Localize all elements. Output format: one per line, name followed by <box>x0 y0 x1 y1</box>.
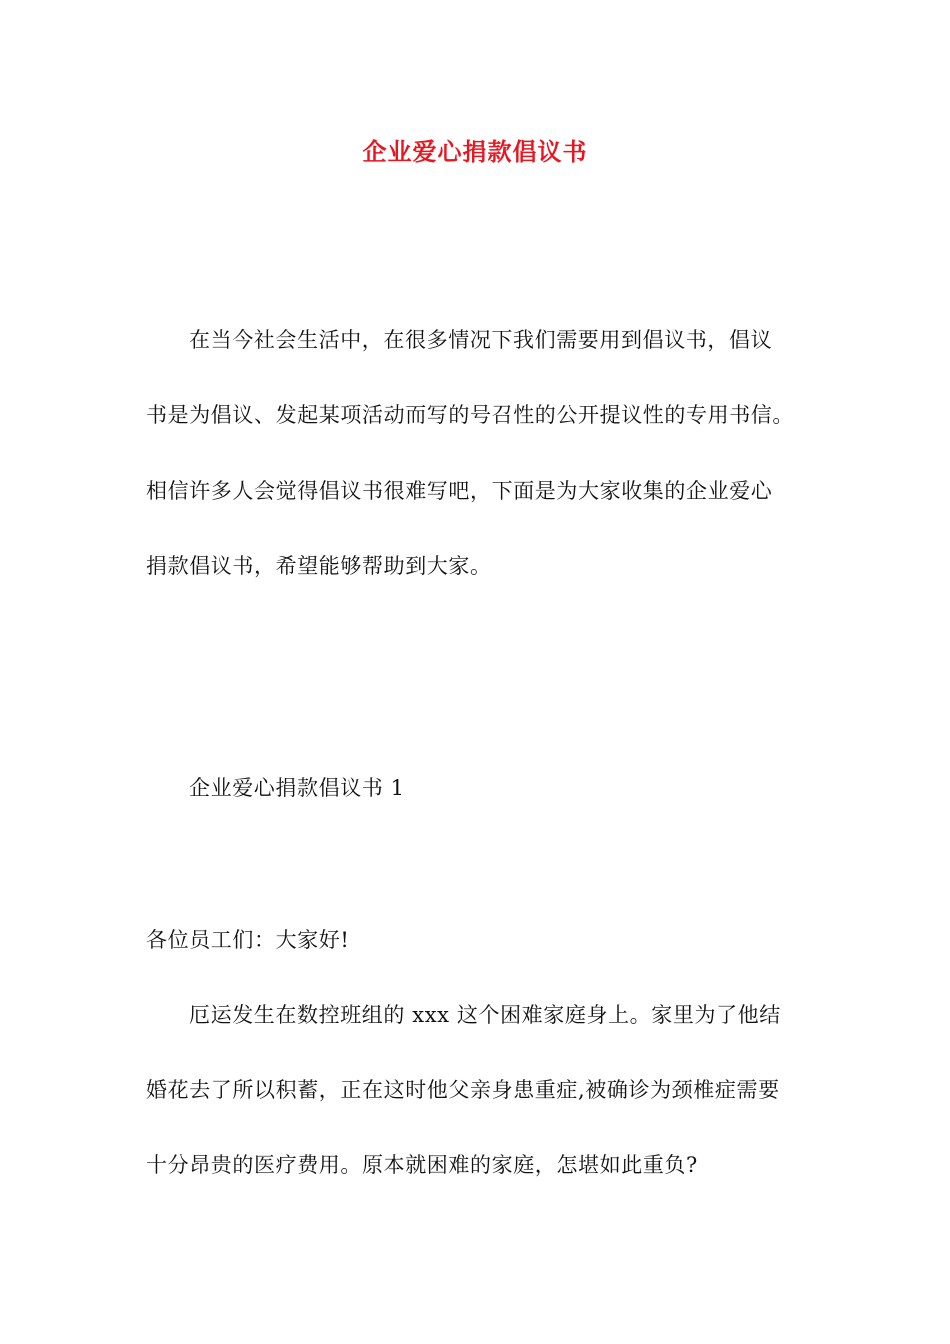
intro-line-3: 相信许多人会觉得倡议书很难写吧，下面是为大家收集的企业爱心 <box>146 479 773 503</box>
body-line-2: 婚花去了所以积蓄，正在这时他父亲身患重症,被确诊为颈椎症需要 <box>146 1078 780 1102</box>
body-line-1: 厄运发生在数控班组的 xxx 这个困难家庭身上。家里为了他结 <box>189 1003 781 1027</box>
intro-line-4: 捐款倡议书，希望能够帮助到大家。 <box>146 554 492 578</box>
intro-line-1: 在当今社会生活中，在很多情况下我们需要用到倡议书，倡议 <box>189 328 773 352</box>
salutation: 各位员工们：大家好! <box>146 928 350 952</box>
intro-line-2: 书是为倡议、发起某项活动而写的号召性的公开提议性的专用书信。 <box>146 403 794 427</box>
section-heading: 企业爱心捐款倡议书 1 <box>189 776 405 800</box>
body-line-3: 十分昂贵的医疗费用。原本就困难的家庭，怎堪如此重负? <box>146 1153 698 1177</box>
document-title: 企业爱心捐款倡议书 <box>362 138 588 166</box>
